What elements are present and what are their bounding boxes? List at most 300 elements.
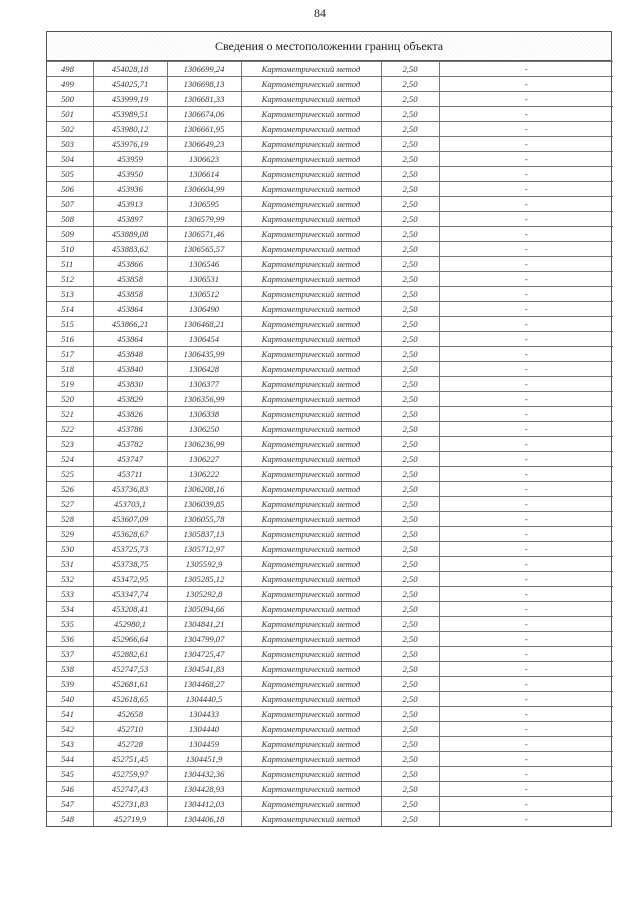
- point-number-cell: 498: [47, 62, 93, 77]
- accuracy-cell: 2,50: [381, 152, 439, 167]
- point-number-cell: 523: [47, 437, 93, 452]
- point-number-cell: 537: [47, 647, 93, 662]
- coord-y-cell: 1306546: [167, 257, 241, 272]
- table-row: [47, 542, 613, 557]
- method-cell: Картометрический метод: [241, 152, 381, 167]
- description-cell: -: [439, 527, 613, 542]
- description-cell: -: [439, 347, 613, 362]
- accuracy-cell: 2,50: [381, 167, 439, 182]
- coord-y-cell: 1306055,78: [167, 512, 241, 527]
- table-row: [47, 812, 613, 827]
- coord-y-cell: 1306661,95: [167, 122, 241, 137]
- accuracy-cell: 2,50: [381, 572, 439, 587]
- coord-y-cell: 1304432,36: [167, 767, 241, 782]
- coord-x-cell: 453830: [93, 377, 167, 392]
- point-number-cell: 515: [47, 317, 93, 332]
- description-cell: -: [439, 212, 613, 227]
- table-row: [47, 122, 613, 137]
- method-cell: Картометрический метод: [241, 287, 381, 302]
- accuracy-cell: 2,50: [381, 647, 439, 662]
- point-number-cell: 533: [47, 587, 93, 602]
- coord-x-cell: 454025,71: [93, 77, 167, 92]
- accuracy-cell: 2,50: [381, 122, 439, 137]
- description-cell: -: [439, 662, 613, 677]
- description-cell: -: [439, 107, 613, 122]
- accuracy-cell: 2,50: [381, 767, 439, 782]
- method-cell: Картометрический метод: [241, 122, 381, 137]
- coord-x-cell: 453959: [93, 152, 167, 167]
- coord-y-cell: 1306565,57: [167, 242, 241, 257]
- method-cell: Картометрический метод: [241, 392, 381, 407]
- accuracy-cell: 2,50: [381, 557, 439, 572]
- coord-y-cell: 1306490: [167, 302, 241, 317]
- description-cell: -: [439, 647, 613, 662]
- point-number-cell: 544: [47, 752, 93, 767]
- description-cell: -: [439, 422, 613, 437]
- point-number-cell: 545: [47, 767, 93, 782]
- point-number-cell: 525: [47, 467, 93, 482]
- description-cell: -: [439, 782, 613, 797]
- coord-y-cell: 1305712,97: [167, 542, 241, 557]
- accuracy-cell: 2,50: [381, 782, 439, 797]
- coord-x-cell: 453989,51: [93, 107, 167, 122]
- accuracy-cell: 2,50: [381, 482, 439, 497]
- coord-x-cell: 453866: [93, 257, 167, 272]
- accuracy-cell: 2,50: [381, 137, 439, 152]
- accuracy-cell: 2,50: [381, 497, 439, 512]
- method-cell: Картометрический метод: [241, 167, 381, 182]
- point-number-cell: 543: [47, 737, 93, 752]
- point-number-cell: 538: [47, 662, 93, 677]
- coord-x-cell: 453889,08: [93, 227, 167, 242]
- method-cell: Картометрический метод: [241, 317, 381, 332]
- coord-x-cell: 453826: [93, 407, 167, 422]
- description-cell: -: [439, 242, 613, 257]
- coord-x-cell: 453950: [93, 167, 167, 182]
- table-row: [47, 422, 613, 437]
- method-cell: Картометрический метод: [241, 272, 381, 287]
- description-cell: -: [439, 257, 613, 272]
- table-row: [47, 317, 613, 332]
- method-cell: Картометрический метод: [241, 617, 381, 632]
- table-row: [47, 377, 613, 392]
- accuracy-cell: 2,50: [381, 287, 439, 302]
- table-row: [47, 227, 613, 242]
- table-row: [47, 722, 613, 737]
- accuracy-cell: 2,50: [381, 242, 439, 257]
- method-cell: Картометрический метод: [241, 677, 381, 692]
- method-cell: Картометрический метод: [241, 362, 381, 377]
- page-number: 84: [314, 6, 326, 20]
- point-number-cell: 501: [47, 107, 93, 122]
- coord-x-cell: 452719,9: [93, 812, 167, 827]
- method-cell: Картометрический метод: [241, 347, 381, 362]
- coord-x-cell: 453738,75: [93, 557, 167, 572]
- method-cell: Картометрический метод: [241, 662, 381, 677]
- table-row: [47, 737, 613, 752]
- coord-y-cell: 1306250: [167, 422, 241, 437]
- coord-y-cell: 1306698,13: [167, 77, 241, 92]
- point-number-cell: 547: [47, 797, 93, 812]
- description-cell: -: [439, 122, 613, 137]
- coord-x-cell: 452731,83: [93, 797, 167, 812]
- coord-x-cell: 452710: [93, 722, 167, 737]
- point-number-cell: 512: [47, 272, 93, 287]
- method-cell: Картометрический метод: [241, 647, 381, 662]
- coord-y-cell: 1306236,99: [167, 437, 241, 452]
- point-number-cell: 514: [47, 302, 93, 317]
- coord-x-cell: 453866,21: [93, 317, 167, 332]
- accuracy-cell: 2,50: [381, 677, 439, 692]
- table-row: [47, 677, 613, 692]
- point-number-cell: 534: [47, 602, 93, 617]
- coord-y-cell: 1304406,18: [167, 812, 241, 827]
- method-cell: Картометрический метод: [241, 197, 381, 212]
- table-row: [47, 62, 613, 77]
- table-row: [47, 602, 613, 617]
- table-row: [47, 347, 613, 362]
- method-cell: Картометрический метод: [241, 467, 381, 482]
- coord-y-cell: 1304541,83: [167, 662, 241, 677]
- point-number-cell: 529: [47, 527, 93, 542]
- coord-y-cell: 1306338: [167, 407, 241, 422]
- method-cell: Картометрический метод: [241, 722, 381, 737]
- description-cell: -: [439, 392, 613, 407]
- description-cell: -: [439, 677, 613, 692]
- coord-y-cell: 1306454: [167, 332, 241, 347]
- accuracy-cell: 2,50: [381, 542, 439, 557]
- coord-y-cell: 1306356,99: [167, 392, 241, 407]
- method-cell: Картометрический метод: [241, 182, 381, 197]
- accuracy-cell: 2,50: [381, 317, 439, 332]
- coord-x-cell: 453864: [93, 302, 167, 317]
- point-number-cell: 506: [47, 182, 93, 197]
- description-cell: -: [439, 797, 613, 812]
- table-row: [47, 362, 613, 377]
- method-cell: Картометрический метод: [241, 527, 381, 542]
- coord-x-cell: 453980,12: [93, 122, 167, 137]
- method-cell: Картометрический метод: [241, 782, 381, 797]
- accuracy-cell: 2,50: [381, 62, 439, 77]
- table-row: [47, 572, 613, 587]
- point-number-cell: 519: [47, 377, 93, 392]
- method-cell: Картометрический метод: [241, 812, 381, 827]
- point-number-cell: 518: [47, 362, 93, 377]
- accuracy-cell: 2,50: [381, 512, 439, 527]
- coord-y-cell: 1306039,85: [167, 497, 241, 512]
- description-cell: -: [439, 767, 613, 782]
- description-cell: -: [439, 77, 613, 92]
- coord-x-cell: 453782: [93, 437, 167, 452]
- table-body: [47, 62, 613, 827]
- accuracy-cell: 2,50: [381, 587, 439, 602]
- table-row: [47, 212, 613, 227]
- table-row: [47, 92, 613, 107]
- coord-x-cell: 452728: [93, 737, 167, 752]
- accuracy-cell: 2,50: [381, 812, 439, 827]
- table-row: [47, 512, 613, 527]
- accuracy-cell: 2,50: [381, 92, 439, 107]
- point-number-cell: 509: [47, 227, 93, 242]
- accuracy-cell: 2,50: [381, 662, 439, 677]
- coord-y-cell: 1306208,16: [167, 482, 241, 497]
- coord-y-cell: 1304440,5: [167, 692, 241, 707]
- accuracy-cell: 2,50: [381, 437, 439, 452]
- coord-x-cell: 453976,19: [93, 137, 167, 152]
- coord-x-cell: 453829: [93, 392, 167, 407]
- table-row: [47, 437, 613, 452]
- description-cell: -: [439, 137, 613, 152]
- point-number-cell: 513: [47, 287, 93, 302]
- method-cell: Картометрический метод: [241, 452, 381, 467]
- point-number-cell: 508: [47, 212, 93, 227]
- table-row: [47, 482, 613, 497]
- point-number-cell: 516: [47, 332, 93, 347]
- accuracy-cell: 2,50: [381, 692, 439, 707]
- coord-y-cell: 1304433: [167, 707, 241, 722]
- table-row: [47, 287, 613, 302]
- method-cell: Картометрический метод: [241, 587, 381, 602]
- accuracy-cell: 2,50: [381, 407, 439, 422]
- accuracy-cell: 2,50: [381, 377, 439, 392]
- point-number-cell: 528: [47, 512, 93, 527]
- accuracy-cell: 2,50: [381, 602, 439, 617]
- method-cell: Картометрический метод: [241, 242, 381, 257]
- description-cell: -: [439, 92, 613, 107]
- table-row: [47, 302, 613, 317]
- coord-x-cell: 453897: [93, 212, 167, 227]
- accuracy-cell: 2,50: [381, 737, 439, 752]
- description-cell: -: [439, 602, 613, 617]
- table-row: [47, 182, 613, 197]
- coord-x-cell: 452658: [93, 707, 167, 722]
- table-row: [47, 497, 613, 512]
- point-number-cell: 522: [47, 422, 93, 437]
- point-number-cell: 503: [47, 137, 93, 152]
- section-title: Сведения о местоположении границ объекта: [47, 32, 611, 61]
- coord-x-cell: 453472,95: [93, 572, 167, 587]
- coord-x-cell: 452747,43: [93, 782, 167, 797]
- description-cell: -: [439, 272, 613, 287]
- method-cell: Картометрический метод: [241, 407, 381, 422]
- description-cell: -: [439, 692, 613, 707]
- method-cell: Картометрический метод: [241, 602, 381, 617]
- coord-y-cell: 1304440: [167, 722, 241, 737]
- coord-y-cell: 1306435,99: [167, 347, 241, 362]
- coord-y-cell: 1305592,9: [167, 557, 241, 572]
- description-cell: -: [439, 287, 613, 302]
- table-row: [47, 632, 613, 647]
- point-number-cell: 532: [47, 572, 93, 587]
- coord-y-cell: 1304468,27: [167, 677, 241, 692]
- coord-x-cell: 453208,41: [93, 602, 167, 617]
- coord-y-cell: 1306222: [167, 467, 241, 482]
- coord-y-cell: 1306227: [167, 452, 241, 467]
- description-cell: -: [439, 302, 613, 317]
- accuracy-cell: 2,50: [381, 752, 439, 767]
- accuracy-cell: 2,50: [381, 332, 439, 347]
- description-cell: -: [439, 632, 613, 647]
- table-row: [47, 167, 613, 182]
- point-number-cell: 524: [47, 452, 93, 467]
- method-cell: Картометрический метод: [241, 92, 381, 107]
- description-cell: -: [439, 752, 613, 767]
- description-cell: -: [439, 737, 613, 752]
- coord-x-cell: 453858: [93, 287, 167, 302]
- method-cell: Картометрический метод: [241, 332, 381, 347]
- coord-x-cell: 453628,67: [93, 527, 167, 542]
- coord-y-cell: 1306571,46: [167, 227, 241, 242]
- coord-x-cell: 453786: [93, 422, 167, 437]
- accuracy-cell: 2,50: [381, 392, 439, 407]
- point-number-cell: 530: [47, 542, 93, 557]
- method-cell: Картометрический метод: [241, 62, 381, 77]
- coord-y-cell: 1306674,06: [167, 107, 241, 122]
- method-cell: Картометрический метод: [241, 437, 381, 452]
- method-cell: Картометрический метод: [241, 737, 381, 752]
- coord-x-cell: 452747,53: [93, 662, 167, 677]
- description-cell: -: [439, 362, 613, 377]
- method-cell: Картометрический метод: [241, 512, 381, 527]
- method-cell: Картометрический метод: [241, 572, 381, 587]
- description-cell: -: [439, 152, 613, 167]
- coord-y-cell: 1306531: [167, 272, 241, 287]
- accuracy-cell: 2,50: [381, 227, 439, 242]
- coord-y-cell: 1305837,13: [167, 527, 241, 542]
- method-cell: Картометрический метод: [241, 767, 381, 782]
- method-cell: Картометрический метод: [241, 137, 381, 152]
- coord-x-cell: 453703,1: [93, 497, 167, 512]
- description-cell: -: [439, 407, 613, 422]
- description-cell: -: [439, 722, 613, 737]
- coord-y-cell: 1306468,21: [167, 317, 241, 332]
- point-number-cell: 500: [47, 92, 93, 107]
- table-row: [47, 692, 613, 707]
- table-row: [47, 77, 613, 92]
- coord-y-cell: 1306604,99: [167, 182, 241, 197]
- coord-x-cell: 452759,97: [93, 767, 167, 782]
- table-row: [47, 797, 613, 812]
- method-cell: Картометрический метод: [241, 707, 381, 722]
- coord-y-cell: 1304428,93: [167, 782, 241, 797]
- table-row: [47, 197, 613, 212]
- method-cell: Картометрический метод: [241, 257, 381, 272]
- method-cell: Картометрический метод: [241, 797, 381, 812]
- coord-y-cell: 1306699,24: [167, 62, 241, 77]
- coord-x-cell: 453936: [93, 182, 167, 197]
- coord-x-cell: 452966,64: [93, 632, 167, 647]
- accuracy-cell: 2,50: [381, 347, 439, 362]
- table-row: [47, 587, 613, 602]
- coord-y-cell: 1304799,07: [167, 632, 241, 647]
- method-cell: Картометрический метод: [241, 77, 381, 92]
- table-row: [47, 707, 613, 722]
- coord-y-cell: 1306595: [167, 197, 241, 212]
- coord-y-cell: 1306512: [167, 287, 241, 302]
- coord-y-cell: 1306681,33: [167, 92, 241, 107]
- coord-x-cell: 453840: [93, 362, 167, 377]
- table-row: [47, 527, 613, 542]
- method-cell: Картометрический метод: [241, 497, 381, 512]
- coord-x-cell: 453747: [93, 452, 167, 467]
- coord-x-cell: 453858: [93, 272, 167, 287]
- method-cell: Картометрический метод: [241, 377, 381, 392]
- coord-x-cell: 452751,45: [93, 752, 167, 767]
- coord-x-cell: 453999,19: [93, 92, 167, 107]
- table-row: [47, 662, 613, 677]
- method-cell: Картометрический метод: [241, 692, 381, 707]
- coord-y-cell: 1304459: [167, 737, 241, 752]
- coord-x-cell: 453607,09: [93, 512, 167, 527]
- accuracy-cell: 2,50: [381, 632, 439, 647]
- table-row: [47, 107, 613, 122]
- accuracy-cell: 2,50: [381, 797, 439, 812]
- description-cell: -: [439, 437, 613, 452]
- description-cell: -: [439, 572, 613, 587]
- table-row: [47, 767, 613, 782]
- coord-x-cell: 452681,61: [93, 677, 167, 692]
- coord-y-cell: 1304725,47: [167, 647, 241, 662]
- point-number-cell: 542: [47, 722, 93, 737]
- table-row: [47, 467, 613, 482]
- method-cell: Картометрический метод: [241, 752, 381, 767]
- coord-y-cell: 1305285,12: [167, 572, 241, 587]
- method-cell: Картометрический метод: [241, 107, 381, 122]
- table-row: [47, 617, 613, 632]
- coord-x-cell: 453864: [93, 332, 167, 347]
- accuracy-cell: 2,50: [381, 302, 439, 317]
- accuracy-cell: 2,50: [381, 617, 439, 632]
- table-row: [47, 332, 613, 347]
- accuracy-cell: 2,50: [381, 257, 439, 272]
- coord-x-cell: 453736,83: [93, 482, 167, 497]
- point-number-cell: 510: [47, 242, 93, 257]
- description-cell: -: [439, 707, 613, 722]
- point-number-cell: 521: [47, 407, 93, 422]
- point-number-cell: 502: [47, 122, 93, 137]
- boundary-points-table: [47, 61, 613, 826]
- point-number-cell: 541: [47, 707, 93, 722]
- accuracy-cell: 2,50: [381, 197, 439, 212]
- table-row: [47, 557, 613, 572]
- table-row: [47, 272, 613, 287]
- description-cell: -: [439, 812, 613, 827]
- coord-x-cell: 452618,65: [93, 692, 167, 707]
- coord-x-cell: 453848: [93, 347, 167, 362]
- accuracy-cell: 2,50: [381, 452, 439, 467]
- coord-x-cell: 453913: [93, 197, 167, 212]
- accuracy-cell: 2,50: [381, 77, 439, 92]
- point-number-cell: 531: [47, 557, 93, 572]
- description-cell: -: [439, 467, 613, 482]
- accuracy-cell: 2,50: [381, 467, 439, 482]
- method-cell: Картометрический метод: [241, 632, 381, 647]
- accuracy-cell: 2,50: [381, 107, 439, 122]
- table-row: [47, 257, 613, 272]
- description-cell: -: [439, 317, 613, 332]
- table-row: [47, 242, 613, 257]
- accuracy-cell: 2,50: [381, 272, 439, 287]
- method-cell: Картометрический метод: [241, 227, 381, 242]
- point-number-cell: 499: [47, 77, 93, 92]
- description-cell: -: [439, 62, 613, 77]
- accuracy-cell: 2,50: [381, 182, 439, 197]
- point-number-cell: 536: [47, 632, 93, 647]
- point-number-cell: 546: [47, 782, 93, 797]
- description-cell: -: [439, 542, 613, 557]
- table-row: [47, 407, 613, 422]
- description-cell: -: [439, 482, 613, 497]
